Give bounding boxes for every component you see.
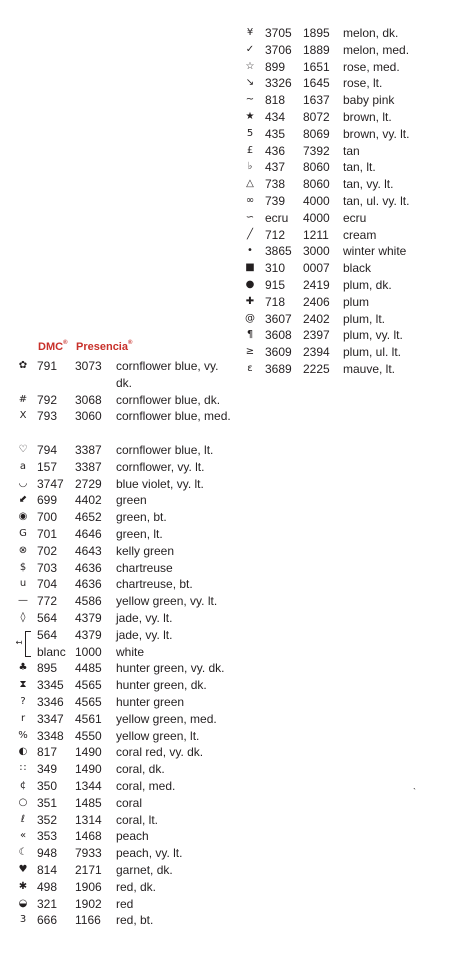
presencia-number: 3068 — [75, 392, 102, 407]
presencia-number: 3073 — [75, 359, 102, 373]
presencia-number: 2225 — [303, 361, 330, 376]
dmc-number: 818 — [265, 93, 286, 108]
presencia-number: 4643 — [75, 543, 102, 558]
color-key-row — [16, 896, 238, 913]
color-name: plum, lt. — [343, 311, 386, 326]
presencia-number: 4485 — [75, 661, 102, 676]
stitch-symbol-icon: X — [19, 410, 27, 422]
stitch-symbol-icon: ◉ — [18, 511, 28, 523]
color-name: cornflower blue, med. — [116, 409, 231, 424]
stitch-symbol-icon: a — [19, 460, 27, 472]
presencia-number: 1344 — [75, 778, 102, 793]
dmc-number: 3705 — [265, 26, 292, 40]
stitch-symbol-icon: ¢ — [19, 779, 27, 791]
stitch-symbol-icon: G — [19, 527, 27, 539]
presencia-number: 3387 — [75, 459, 102, 474]
presencia-number: 1902 — [75, 896, 102, 911]
presencia-number: 1166 — [75, 913, 101, 928]
color-key-row — [243, 243, 443, 260]
dmc-number: 3326 — [265, 76, 292, 91]
presencia-number: 4586 — [75, 594, 102, 609]
dmc-number: 157 — [37, 459, 58, 474]
presencia-number: 8060 — [303, 160, 330, 175]
presencia-number: 3000 — [303, 244, 330, 259]
color-name: red, dk. — [116, 879, 157, 894]
color-key-row — [243, 344, 443, 361]
color-name: mauve, lt. — [343, 361, 396, 376]
color-name: cornflower blue, lt. — [116, 442, 214, 457]
stitch-symbol-icon: △ — [246, 178, 254, 190]
color-name: yellow green, lt. — [116, 728, 200, 743]
stitch-symbol-icon: 5 — [246, 127, 254, 139]
color-key-row — [243, 227, 443, 244]
color-name: tan, vy. lt. — [343, 177, 394, 192]
stitch-symbol-icon: @ — [245, 312, 255, 324]
stitch-symbol-icon: r — [20, 712, 26, 724]
dmc-number: 321 — [37, 896, 58, 911]
stitch-symbol-icon: ? — [20, 695, 26, 707]
presencia-number: 2419 — [303, 277, 330, 292]
stitch-symbol-icon: ○ — [18, 796, 28, 808]
color-key-row — [16, 408, 238, 442]
color-key-row — [16, 912, 238, 929]
stitch-symbol-icon: £ — [246, 144, 254, 156]
color-key-row — [243, 311, 443, 328]
dmc-number: 349 — [37, 762, 58, 777]
color-name: jade, vy. lt. — [116, 627, 173, 642]
dmc-number: 739 — [265, 193, 286, 208]
presencia-number: 4646 — [75, 526, 102, 541]
stitch-symbol-icon: ♥ — [18, 863, 28, 875]
presencia-number: 2402 — [303, 311, 330, 326]
column-header — [16, 340, 238, 358]
dmc-number: 434 — [265, 109, 286, 124]
color-key-row — [16, 694, 238, 711]
color-name: cornflower blue, dk. — [116, 392, 221, 407]
dmc-number: 712 — [265, 227, 286, 242]
stitch-symbol-icon: ╱ — [246, 228, 254, 240]
stitch-symbol-icon: ⬋ — [18, 494, 28, 506]
presencia-number: 4652 — [75, 510, 102, 525]
dmc-number: 772 — [37, 594, 58, 609]
color-name: garnet, dk. — [116, 862, 173, 877]
color-name: red, bt. — [116, 913, 154, 928]
color-name: ecru — [343, 210, 367, 225]
color-name: coral, lt. — [116, 812, 159, 827]
color-key-row — [243, 109, 443, 126]
color-name: coral, med. — [116, 778, 176, 793]
dmc-number: 3747 — [37, 476, 64, 491]
dmc-number: 702 — [37, 543, 58, 558]
stitch-symbol-icon: ¶ — [246, 329, 254, 341]
dmc-number: 3609 — [265, 345, 292, 360]
dmc-number: 3865 — [265, 244, 292, 259]
stitch-symbol-icon: ∽ — [245, 211, 255, 223]
color-name: chartreuse, bt. — [116, 577, 193, 592]
presencia-number: 4000 — [303, 193, 330, 208]
color-name: kelly green — [116, 543, 175, 558]
dmc-number: 3346 — [37, 694, 64, 709]
dmc-number: 3689 — [265, 361, 292, 376]
color-name: green, lt. — [116, 526, 163, 541]
presencia-number: 1651 — [303, 59, 330, 74]
presencia-number: 1490 — [75, 762, 102, 777]
stray-mark: ` — [413, 787, 416, 797]
color-key-row — [16, 660, 238, 677]
presencia-number: 2394 — [303, 345, 330, 360]
dmc-number: 564 — [37, 627, 58, 642]
color-name: plum — [343, 294, 370, 309]
color-name: coral — [116, 795, 143, 810]
color-name: hunter green, vy. dk. — [116, 661, 225, 676]
color-name: coral, dk. — [116, 762, 165, 777]
dmc-number: 699 — [37, 493, 58, 508]
presencia-number: 4636 — [75, 560, 102, 575]
stitch-symbol-icon: ∞ — [245, 194, 255, 206]
color-name: tan, ul. vy. lt. — [343, 193, 410, 208]
header-presencia: Presencia® — [76, 340, 133, 353]
color-name: cornflower, vy. lt. — [116, 459, 205, 474]
stitch-symbol-icon: u — [19, 578, 27, 590]
presencia-number: 1314 — [75, 812, 102, 827]
presencia-number: 4565 — [75, 678, 102, 693]
color-key-row — [16, 526, 238, 543]
stitch-symbol-icon: ♣ — [18, 662, 28, 674]
color-key-row — [16, 879, 238, 896]
presencia-number: 4379 — [75, 627, 102, 642]
presencia-number: 3387 — [75, 442, 102, 457]
stitch-symbol-icon: ✓ — [245, 43, 255, 55]
presencia-number: 4402 — [75, 493, 102, 508]
color-name: peach, vy. lt. — [116, 846, 183, 861]
stitch-symbol-icon: ◡ — [18, 477, 28, 489]
dmc-number: 703 — [37, 560, 58, 575]
stitch-symbol-icon: ∷ — [19, 763, 27, 775]
color-name: rose, med. — [343, 59, 400, 74]
color-key-row — [16, 576, 238, 593]
color-key-row — [16, 593, 238, 610]
color-name: peach — [116, 829, 149, 844]
color-key-row — [243, 294, 443, 311]
dmc-number: 435 — [265, 126, 286, 141]
stitch-symbol-icon: # — [18, 393, 28, 405]
stitch-symbol-icon: ★ — [245, 110, 255, 122]
stitch-symbol-icon: — — [18, 595, 28, 607]
presencia-number: 1637 — [303, 93, 330, 108]
color-name: coral red, vy. dk. — [116, 745, 204, 760]
dmc-number: ecru — [265, 210, 289, 225]
color-key-row — [243, 277, 443, 294]
stitch-symbol-icon: ¥ — [246, 27, 254, 38]
left-rows — [16, 358, 238, 929]
color-key-row — [16, 459, 238, 476]
color-key-row — [243, 193, 443, 210]
color-key-row — [16, 358, 238, 392]
dmc-number: 3348 — [37, 728, 64, 743]
color-name: melon, dk. — [343, 26, 399, 40]
header-dmc: DMC® — [38, 340, 68, 353]
color-key-row — [16, 711, 238, 728]
color-name: jade, vy. lt. — [116, 610, 173, 625]
color-name: tan — [343, 143, 360, 158]
presencia-number: 1468 — [75, 829, 102, 844]
color-key-row — [16, 778, 238, 795]
color-name: plum, vy. lt. — [343, 328, 403, 343]
color-key-row — [16, 845, 238, 862]
color-key-row — [16, 610, 238, 627]
stitch-symbol-icon: ε — [247, 362, 253, 374]
stitch-symbol-icon: 3 — [19, 914, 27, 926]
dmc-number: 701 — [37, 526, 58, 541]
dmc-number: 3706 — [265, 42, 292, 57]
dmc-number: 350 — [37, 778, 58, 793]
color-key-row — [16, 509, 238, 526]
color-key-row — [243, 176, 443, 193]
color-key-row — [16, 442, 238, 459]
color-key-row — [243, 159, 443, 176]
presencia-number: 2406 — [303, 294, 330, 309]
dmc-number: 792 — [37, 392, 58, 407]
dmc-number: 666 — [37, 913, 58, 928]
color-name: green, bt. — [116, 510, 167, 525]
stitch-symbol-icon: ⊗ — [18, 544, 28, 556]
dmc-number: 436 — [265, 143, 286, 158]
color-key-row — [243, 42, 443, 59]
dmc-number: 791 — [37, 359, 58, 373]
dmc-number: 704 — [37, 577, 58, 592]
color-key-row — [16, 795, 238, 812]
color-key-row — [16, 761, 238, 778]
color-name: yellow green, vy. lt. — [116, 594, 218, 609]
presencia-number: 1000 — [75, 644, 102, 659]
presencia-number: 2397 — [303, 328, 330, 343]
stitch-symbol-icon: ☾ — [18, 847, 28, 859]
color-key-row — [243, 59, 443, 76]
presencia-number: 7933 — [75, 846, 102, 861]
color-name: plum, ul. lt. — [343, 345, 402, 360]
dmc-number: 437 — [265, 160, 286, 175]
presencia-number: 1895 — [303, 26, 330, 40]
dmc-number: 3608 — [265, 328, 292, 343]
stitch-symbol-icon: ✿ — [18, 360, 28, 371]
color-name: tan, lt. — [343, 160, 376, 175]
dmc-number: 498 — [37, 879, 58, 894]
stitch-symbol-icon: ↘ — [245, 77, 255, 89]
presencia-number: 4000 — [303, 210, 330, 225]
dmc-number: 351 — [37, 795, 58, 810]
stitch-symbol-icon: ≥ — [245, 346, 255, 358]
dmc-number: 738 — [265, 177, 286, 192]
presencia-number: 4379 — [75, 610, 102, 625]
color-name: hunter green, dk. — [116, 678, 207, 693]
color-key-row — [16, 644, 238, 661]
color-key-row — [16, 862, 238, 879]
presencia-number: 0007 — [303, 261, 330, 276]
stitch-symbol-icon: « — [19, 830, 27, 842]
color-key-row — [243, 210, 443, 227]
color-key-row — [16, 543, 238, 560]
color-name: black — [343, 261, 372, 276]
dmc-number: 310 — [265, 261, 286, 276]
presencia-number: 4561 — [75, 711, 102, 726]
presencia-number: 8060 — [303, 177, 330, 192]
presencia-number: 1490 — [75, 745, 102, 760]
color-name: winter white — [343, 244, 407, 259]
color-key-row — [243, 92, 443, 109]
blend-arrow-icon: ↤ — [15, 637, 23, 647]
color-key-row — [243, 327, 443, 344]
dmc-number: 948 — [37, 846, 58, 861]
stitch-symbol-icon: ~ — [245, 94, 255, 106]
dmc-number: 794 — [37, 442, 58, 457]
stitch-symbol-icon: ⧗ — [19, 679, 27, 691]
color-name: white — [116, 644, 145, 659]
presencia-number: 3060 — [75, 409, 102, 424]
presencia-number: 8069 — [303, 126, 330, 141]
stitch-symbol-icon: ● — [245, 278, 255, 290]
color-name: brown, lt. — [343, 109, 392, 124]
presencia-number: 1645 — [303, 76, 330, 91]
color-key-row — [16, 744, 238, 761]
stitch-symbol-icon: % — [18, 729, 28, 741]
presencia-number: 2729 — [75, 476, 102, 491]
color-name: chartreuse — [116, 560, 173, 575]
presencia-number: 4636 — [75, 577, 102, 592]
presencia-number: 1211 — [303, 227, 329, 242]
color-key-row — [243, 361, 443, 378]
color-name: plum, dk. — [343, 277, 392, 292]
dmc-number: 3347 — [37, 711, 64, 726]
presencia-number: 4550 — [75, 728, 102, 743]
color-name: cornflower blue, vy. dk. — [116, 359, 219, 390]
color-name: yellow green, med. — [116, 711, 217, 726]
stitch-symbol-icon: ◊ — [20, 611, 26, 623]
color-key-row — [16, 828, 238, 845]
stitch-symbol-icon: ■ — [245, 262, 255, 274]
dmc-number: 3607 — [265, 311, 292, 326]
presencia-number: 2171 — [75, 862, 102, 877]
stitch-symbol-icon: ♡ — [18, 443, 28, 455]
color-name: rose, lt. — [343, 76, 383, 91]
dmc-number: 353 — [37, 829, 58, 844]
presencia-number: 1889 — [303, 42, 330, 57]
dmc-number: 814 — [37, 862, 58, 877]
stitch-symbol-icon: ◐ — [18, 746, 28, 758]
dmc-number: 3345 — [37, 678, 64, 693]
dmc-number: 817 — [37, 745, 58, 760]
stitch-symbol-icon: ✱ — [18, 880, 28, 892]
dmc-number: 899 — [265, 59, 286, 74]
stitch-symbol-icon: ♭ — [247, 161, 253, 173]
color-key-row — [243, 126, 443, 143]
stitch-symbol-icon: • — [247, 245, 253, 257]
color-name: cream — [343, 227, 377, 242]
dmc-number: 700 — [37, 510, 58, 525]
color-name: hunter green — [116, 694, 185, 709]
dmc-number: 915 — [265, 277, 286, 292]
dmc-number: 352 — [37, 812, 58, 827]
color-key-row — [243, 143, 443, 160]
color-key-left-column — [16, 340, 238, 929]
color-key-row — [15, 627, 238, 647]
stitch-symbol-icon: ☆ — [245, 60, 255, 72]
presencia-number: 8072 — [303, 109, 330, 124]
stitch-symbol-icon: ℓ — [20, 813, 26, 825]
presencia-number: 4565 — [75, 694, 102, 709]
color-key-row — [16, 728, 238, 745]
color-name: baby pink — [343, 93, 395, 108]
color-key-row — [16, 677, 238, 694]
dmc-number: 895 — [37, 661, 58, 676]
stitch-symbol-icon: ✚ — [245, 295, 255, 307]
color-name: red — [116, 896, 134, 911]
color-key-row — [16, 392, 238, 409]
dmc-number: 564 — [37, 610, 58, 625]
color-key-right-column — [243, 25, 443, 378]
color-name: brown, vy. lt. — [343, 126, 410, 141]
stitch-symbol-icon: ◒ — [18, 897, 28, 909]
color-key-row — [243, 25, 443, 42]
dmc-number: blanc — [37, 644, 66, 659]
color-key-row — [243, 260, 443, 277]
color-key-row — [16, 560, 238, 577]
presencia-number: 1485 — [75, 795, 102, 810]
stitch-symbol-icon: $ — [19, 561, 27, 573]
dmc-number: 793 — [37, 409, 58, 424]
color-key-row — [243, 75, 443, 92]
color-key-row — [16, 476, 238, 493]
color-name: blue violet, vy. lt. — [116, 476, 204, 491]
color-name: melon, med. — [343, 42, 410, 57]
presencia-number: 1906 — [75, 879, 102, 894]
color-key-row — [16, 492, 238, 509]
color-key-row — [16, 812, 238, 829]
presencia-number: 7392 — [303, 143, 330, 158]
dmc-number: 718 — [265, 294, 286, 309]
color-name: green — [116, 493, 147, 508]
